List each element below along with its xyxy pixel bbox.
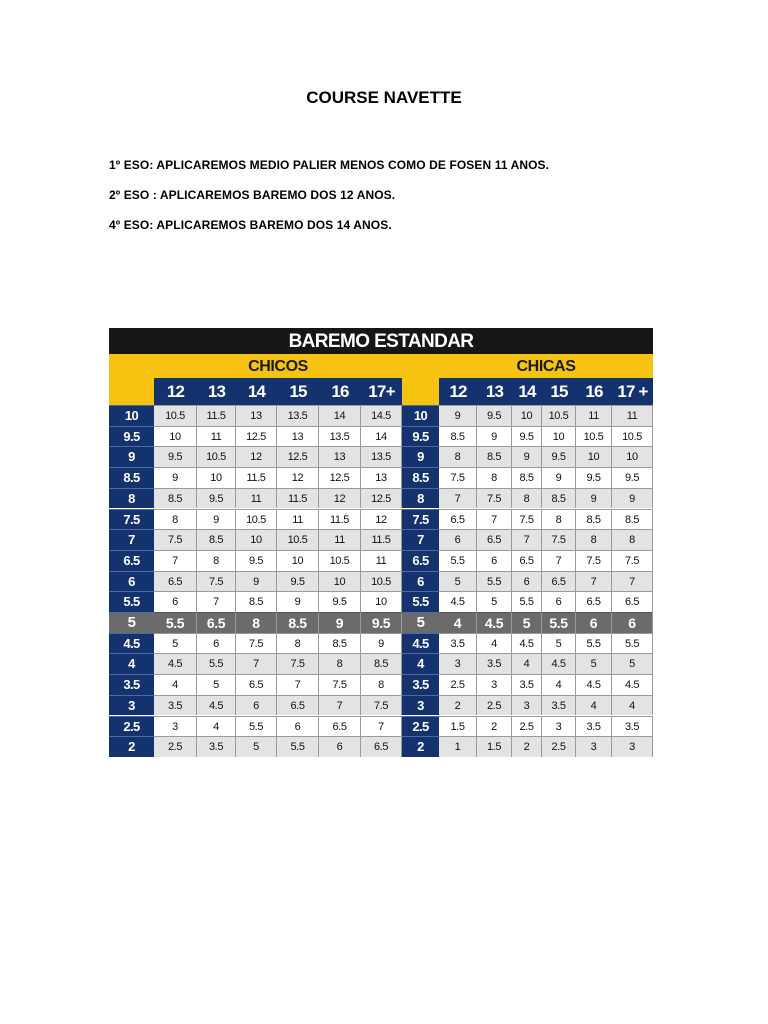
cell-boys: 8.5 xyxy=(319,633,361,654)
cell-girls: 5 xyxy=(612,653,653,674)
cell-boys: 7 xyxy=(277,674,319,695)
cell-girls: 5.5 xyxy=(576,633,612,654)
cell-boys: 6.5 xyxy=(236,674,277,695)
cell-boys: 10.5 xyxy=(154,405,197,426)
cell-boys: 7.5 xyxy=(319,674,361,695)
cell-boys: 14 xyxy=(361,426,402,447)
cell-boys: 12.5 xyxy=(236,426,277,447)
row-label-girls: 8 xyxy=(402,488,439,509)
cell-girls: 1 xyxy=(439,736,477,757)
cell-boys: 12 xyxy=(277,467,319,488)
row-label-boys: 5.5 xyxy=(109,591,154,612)
cell-girls: 8.5 xyxy=(542,488,576,509)
cell-girls: 2.5 xyxy=(542,736,576,757)
cell-boys: 8.5 xyxy=(154,488,197,509)
row-label-girls: 6 xyxy=(402,571,439,592)
cell-boys: 10 xyxy=(197,467,236,488)
cell-boys: 10 xyxy=(361,591,402,612)
cell-boys: 6.5 xyxy=(154,571,197,592)
cell-girls: 3.5 xyxy=(439,633,477,654)
cell-girls: 5 xyxy=(576,653,612,674)
cell-boys: 9.5 xyxy=(277,571,319,592)
cell-boys: 7 xyxy=(197,591,236,612)
cell-boys: 12 xyxy=(319,488,361,509)
cell-girls: 2 xyxy=(439,695,477,716)
cell-girls: 4.5 xyxy=(439,591,477,612)
row-label-boys: 9.5 xyxy=(109,426,154,447)
cell-girls: 8 xyxy=(439,446,477,467)
row-label-girls: 2 xyxy=(402,736,439,757)
cell-girls: 4.5 xyxy=(576,674,612,695)
table-title: BAREMO ESTANDAR xyxy=(109,328,653,354)
cell-girls: 4 xyxy=(512,653,542,674)
cell-girls: 7 xyxy=(439,488,477,509)
row-label-girls: 4 xyxy=(402,653,439,674)
cell-boys: 12 xyxy=(236,446,277,467)
table-row xyxy=(109,488,653,509)
cell-boys: 3.5 xyxy=(154,695,197,716)
table-row xyxy=(109,550,653,571)
cell-girls: 9.5 xyxy=(542,446,576,467)
table-row xyxy=(109,674,653,695)
cell-girls: 2.5 xyxy=(439,674,477,695)
cell-boys: 11.5 xyxy=(361,529,402,550)
cell-girls: 2 xyxy=(512,736,542,757)
row-label-boys: 2.5 xyxy=(109,716,154,737)
row-label-boys: 3 xyxy=(109,695,154,716)
cell-boys: 6.5 xyxy=(319,716,361,737)
cell-girls: 7.5 xyxy=(542,529,576,550)
row-label-boys: 8 xyxy=(109,488,154,509)
cell-boys: 11.5 xyxy=(197,405,236,426)
row-label-girls: 9 xyxy=(402,446,439,467)
cell-girls: 3 xyxy=(576,736,612,757)
cell-boys: 9 xyxy=(361,633,402,654)
table-row xyxy=(109,405,653,426)
row-label-girls: 2.5 xyxy=(402,716,439,737)
cell-girls: 6 xyxy=(576,612,612,633)
cell-girls: 6 xyxy=(439,529,477,550)
cell-boys: 11 xyxy=(197,426,236,447)
cell-boys: 12.5 xyxy=(319,467,361,488)
cell-boys: 10.5 xyxy=(197,446,236,467)
cell-boys: 6 xyxy=(277,716,319,737)
cell-girls: 9.5 xyxy=(612,467,653,488)
table-row xyxy=(109,716,653,737)
cell-girls: 3.5 xyxy=(512,674,542,695)
cell-girls: 4.5 xyxy=(542,653,576,674)
cell-girls: 4.5 xyxy=(512,633,542,654)
table-row xyxy=(109,633,653,654)
cell-girls: 7.5 xyxy=(439,467,477,488)
cell-boys: 9.5 xyxy=(154,446,197,467)
cell-boys: 10 xyxy=(154,426,197,447)
cell-girls: 10.5 xyxy=(612,426,653,447)
cell-girls: 7.5 xyxy=(512,509,542,530)
cell-girls: 8 xyxy=(542,509,576,530)
cell-girls: 7 xyxy=(576,571,612,592)
cell-girls: 5.5 xyxy=(477,571,512,592)
cell-girls: 6 xyxy=(477,550,512,571)
group-header-chicos: CHICOS xyxy=(248,358,308,375)
cell-girls: 5.5 xyxy=(612,633,653,654)
age-header-boys-4: 16 xyxy=(331,382,349,401)
cell-girls: 4 xyxy=(439,612,477,633)
cell-girls: 1.5 xyxy=(439,716,477,737)
cell-boys: 9.5 xyxy=(319,591,361,612)
cell-boys: 11.5 xyxy=(319,509,361,530)
cell-girls: 11 xyxy=(612,405,653,426)
cell-girls: 5 xyxy=(477,591,512,612)
cell-boys: 8 xyxy=(236,612,277,633)
age-header-boys-5: 17+ xyxy=(368,382,395,401)
group-header-chicas: CHICAS xyxy=(516,358,576,375)
cell-girls: 8 xyxy=(612,529,653,550)
cell-boys: 13 xyxy=(236,405,277,426)
cell-boys: 5.5 xyxy=(154,612,197,633)
age-header-girls-4: 16 xyxy=(585,382,603,401)
cell-girls: 10 xyxy=(612,446,653,467)
row-label-boys: 4.5 xyxy=(109,633,154,654)
age-header-boys-3: 15 xyxy=(289,382,307,401)
instruction-line-2: 2º ESO : APLICAREMOS BAREMO DOS 12 ANOS. xyxy=(109,188,396,202)
cell-boys: 13.5 xyxy=(361,446,402,467)
cell-girls: 3 xyxy=(477,674,512,695)
table-row xyxy=(109,529,653,550)
cell-girls: 7.5 xyxy=(612,550,653,571)
row-label-boys: 9 xyxy=(109,446,154,467)
cell-boys: 7 xyxy=(319,695,361,716)
cell-boys: 12.5 xyxy=(361,488,402,509)
age-header-girls-5: 17 + xyxy=(617,382,648,401)
cell-girls: 3 xyxy=(512,695,542,716)
cell-girls: 9 xyxy=(439,405,477,426)
cell-boys: 8 xyxy=(154,509,197,530)
cell-girls: 5.5 xyxy=(439,550,477,571)
cell-boys: 9 xyxy=(236,571,277,592)
cell-boys: 7.5 xyxy=(277,653,319,674)
row-label-girls: 6.5 xyxy=(402,550,439,571)
row-label-boys: 7 xyxy=(109,529,154,550)
cell-boys: 8 xyxy=(277,633,319,654)
age-header-boys-1: 13 xyxy=(207,382,226,401)
cell-boys: 2.5 xyxy=(154,736,197,757)
cell-boys: 7.5 xyxy=(236,633,277,654)
row-label-boys: 8.5 xyxy=(109,467,154,488)
cell-girls: 5.5 xyxy=(542,612,576,633)
cell-boys: 11.5 xyxy=(277,488,319,509)
row-label-girls: 3 xyxy=(402,695,439,716)
cell-boys: 4.5 xyxy=(154,653,197,674)
cell-boys: 12 xyxy=(361,509,402,530)
row-label-girls: 5.5 xyxy=(402,591,439,612)
cell-girls: 9.5 xyxy=(576,467,612,488)
cell-girls: 7 xyxy=(612,571,653,592)
cell-boys: 6.5 xyxy=(361,736,402,757)
cell-boys: 9.5 xyxy=(236,550,277,571)
cell-girls: 8.5 xyxy=(612,509,653,530)
cell-girls: 9 xyxy=(542,467,576,488)
cell-boys: 5 xyxy=(197,674,236,695)
cell-boys: 6.5 xyxy=(197,612,236,633)
cell-girls: 8.5 xyxy=(477,446,512,467)
instruction-line-3: 4º ESO: APLICAREMOS BAREMO DOS 14 ANOS. xyxy=(109,218,392,232)
row-label-girls: 10 xyxy=(402,405,439,426)
cell-girls: 3 xyxy=(612,736,653,757)
cell-boys: 7.5 xyxy=(361,695,402,716)
cell-boys: 4 xyxy=(197,716,236,737)
table-row xyxy=(109,509,653,530)
cell-girls: 6.5 xyxy=(439,509,477,530)
cell-boys: 14 xyxy=(319,405,361,426)
age-header-boys-0: 12 xyxy=(166,382,185,401)
row-label-boys: 10 xyxy=(109,405,154,426)
row-label-girls: 4.5 xyxy=(402,633,439,654)
cell-boys: 8.5 xyxy=(361,653,402,674)
cell-boys: 11 xyxy=(319,529,361,550)
cell-boys: 10 xyxy=(319,571,361,592)
cell-boys: 6.5 xyxy=(277,695,319,716)
cell-boys: 14.5 xyxy=(361,405,402,426)
cell-girls: 4 xyxy=(612,695,653,716)
cell-girls: 8 xyxy=(477,467,512,488)
cell-girls: 7.5 xyxy=(477,488,512,509)
cell-boys: 8.5 xyxy=(236,591,277,612)
cell-boys: 10 xyxy=(277,550,319,571)
cell-girls: 3 xyxy=(542,716,576,737)
cell-boys: 10.5 xyxy=(277,529,319,550)
cell-girls: 5 xyxy=(439,571,477,592)
cell-girls: 6.5 xyxy=(477,529,512,550)
row-label-boys: 6 xyxy=(109,571,154,592)
cell-boys: 5 xyxy=(236,736,277,757)
cell-girls: 7.5 xyxy=(576,550,612,571)
cell-girls: 8 xyxy=(512,488,542,509)
cell-boys: 10.5 xyxy=(361,571,402,592)
row-label-girls: 5 xyxy=(402,612,439,633)
age-header-boys-2: 14 xyxy=(247,382,266,401)
cell-girls: 5.5 xyxy=(512,591,542,612)
row-label-boys: 7.5 xyxy=(109,509,154,530)
cell-girls: 11 xyxy=(576,405,612,426)
cell-boys: 8 xyxy=(197,550,236,571)
row-label-girls: 7.5 xyxy=(402,509,439,530)
age-header-girls-3: 15 xyxy=(550,382,568,401)
baremo-table xyxy=(109,328,653,758)
cell-girls: 8.5 xyxy=(512,467,542,488)
table-row xyxy=(109,653,653,674)
row-label-girls: 8.5 xyxy=(402,467,439,488)
cell-girls: 8 xyxy=(576,529,612,550)
cell-girls: 5 xyxy=(542,633,576,654)
cell-girls: 9 xyxy=(612,488,653,509)
cell-girls: 3.5 xyxy=(542,695,576,716)
cell-girls: 4 xyxy=(576,695,612,716)
age-header-girls-1: 13 xyxy=(485,382,504,401)
table-row xyxy=(109,446,653,467)
cell-boys: 6 xyxy=(319,736,361,757)
cell-girls: 4 xyxy=(477,633,512,654)
cell-girls: 6 xyxy=(542,591,576,612)
cell-girls: 9 xyxy=(512,446,542,467)
cell-girls: 1.5 xyxy=(477,736,512,757)
cell-boys: 9.5 xyxy=(197,488,236,509)
table-row xyxy=(109,571,653,592)
cell-boys: 6 xyxy=(197,633,236,654)
cell-girls: 6.5 xyxy=(612,591,653,612)
cell-girls: 2.5 xyxy=(512,716,542,737)
instruction-line-1: 1º ESO: APLICAREMOS MEDIO PALIER MENOS COMO DE FOSEN 11 ANOS. xyxy=(109,158,550,172)
cell-boys: 13 xyxy=(361,467,402,488)
row-label-boys: 6.5 xyxy=(109,550,154,571)
cell-girls: 4.5 xyxy=(612,674,653,695)
table-row xyxy=(109,612,653,633)
cell-boys: 8.5 xyxy=(277,612,319,633)
cell-boys: 13.5 xyxy=(319,426,361,447)
cell-boys: 8 xyxy=(319,653,361,674)
cell-boys: 9 xyxy=(277,591,319,612)
row-label-boys: 4 xyxy=(109,653,154,674)
cell-girls: 3.5 xyxy=(576,716,612,737)
cell-girls: 7 xyxy=(512,529,542,550)
cell-boys: 7.5 xyxy=(197,571,236,592)
cell-boys: 10.5 xyxy=(319,550,361,571)
cell-boys: 11 xyxy=(277,509,319,530)
cell-girls: 10 xyxy=(512,405,542,426)
cell-boys: 10.5 xyxy=(236,509,277,530)
cell-boys: 7 xyxy=(154,550,197,571)
table-row xyxy=(109,467,653,488)
cell-boys: 3 xyxy=(154,716,197,737)
cell-girls: 8.5 xyxy=(576,509,612,530)
cell-boys: 9 xyxy=(197,509,236,530)
cell-girls: 4 xyxy=(542,674,576,695)
cell-boys: 11 xyxy=(361,550,402,571)
cell-boys: 13.5 xyxy=(277,405,319,426)
cell-boys: 5.5 xyxy=(277,736,319,757)
cell-girls: 7 xyxy=(542,550,576,571)
cell-boys: 5.5 xyxy=(236,716,277,737)
cell-boys: 11.5 xyxy=(236,467,277,488)
cell-girls: 9.5 xyxy=(477,405,512,426)
cell-girls: 10.5 xyxy=(576,426,612,447)
cell-girls: 4.5 xyxy=(477,612,512,633)
cell-boys: 4.5 xyxy=(197,695,236,716)
cell-girls: 7 xyxy=(477,509,512,530)
cell-girls: 3.5 xyxy=(612,716,653,737)
cell-boys: 7 xyxy=(361,716,402,737)
cell-girls: 3.5 xyxy=(477,653,512,674)
cell-girls: 9 xyxy=(477,426,512,447)
cell-boys: 7.5 xyxy=(154,529,197,550)
cell-boys: 5.5 xyxy=(197,653,236,674)
cell-girls: 8.5 xyxy=(439,426,477,447)
cell-boys: 5 xyxy=(154,633,197,654)
cell-boys: 13 xyxy=(277,426,319,447)
row-label-boys: 5 xyxy=(109,612,154,633)
table-row xyxy=(109,695,653,716)
cell-boys: 12.5 xyxy=(277,446,319,467)
cell-girls: 6 xyxy=(512,571,542,592)
cell-boys: 6 xyxy=(154,591,197,612)
page-title: COURSE NAVETTE xyxy=(306,88,462,107)
cell-boys: 8.5 xyxy=(197,529,236,550)
table-row xyxy=(109,736,653,757)
cell-girls: 10 xyxy=(542,426,576,447)
cell-boys: 9 xyxy=(319,612,361,633)
cell-boys: 13 xyxy=(319,446,361,467)
cell-boys: 4 xyxy=(154,674,197,695)
cell-boys: 6 xyxy=(236,695,277,716)
row-label-girls: 3.5 xyxy=(402,674,439,695)
row-label-girls: 7 xyxy=(402,529,439,550)
cell-girls: 10.5 xyxy=(542,405,576,426)
table-row xyxy=(109,591,653,612)
cell-girls: 2 xyxy=(477,716,512,737)
cell-girls: 6.5 xyxy=(576,591,612,612)
cell-boys: 10 xyxy=(236,529,277,550)
cell-girls: 5 xyxy=(512,612,542,633)
cell-boys: 8 xyxy=(361,674,402,695)
row-label-boys: 2 xyxy=(109,736,154,757)
cell-girls: 9 xyxy=(576,488,612,509)
cell-girls: 6.5 xyxy=(512,550,542,571)
age-header-girls-0: 12 xyxy=(449,382,467,401)
cell-girls: 3 xyxy=(439,653,477,674)
cell-girls: 6.5 xyxy=(542,571,576,592)
table-row xyxy=(109,426,653,447)
cell-girls: 9.5 xyxy=(512,426,542,447)
cell-boys: 7 xyxy=(236,653,277,674)
cell-boys: 9.5 xyxy=(361,612,402,633)
cell-boys: 9 xyxy=(154,467,197,488)
age-header-girls-2: 14 xyxy=(518,382,536,401)
cell-boys: 3.5 xyxy=(197,736,236,757)
cell-girls: 10 xyxy=(576,446,612,467)
row-label-boys: 3.5 xyxy=(109,674,154,695)
cell-boys: 11 xyxy=(236,488,277,509)
row-label-girls: 9.5 xyxy=(402,426,439,447)
cell-girls: 2.5 xyxy=(477,695,512,716)
cell-girls: 6 xyxy=(612,612,653,633)
